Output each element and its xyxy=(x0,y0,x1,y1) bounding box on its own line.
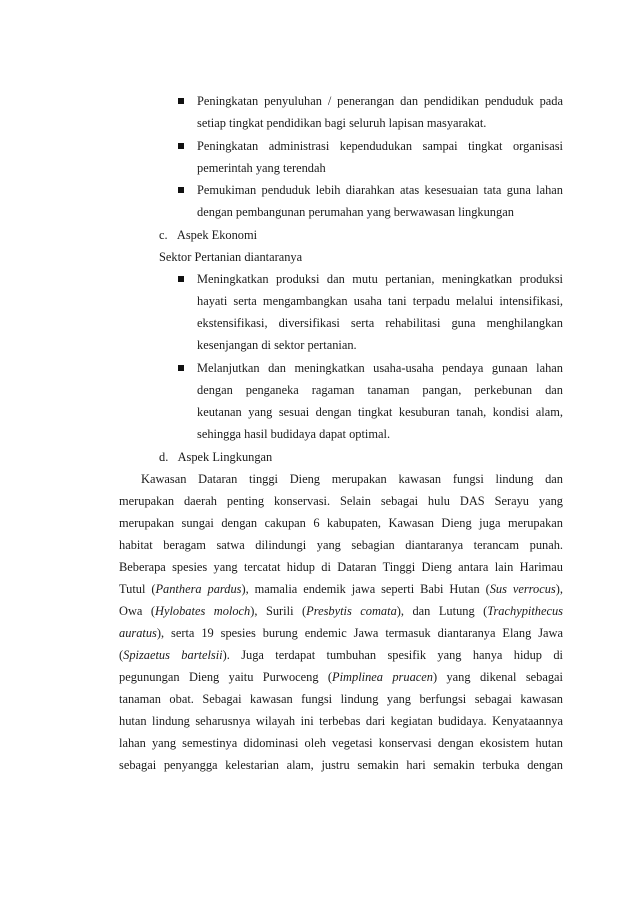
agri-bullet-1-line-3: ekstensifikasi, diversifikasi serta rehabilitasi guna menghilangkan xyxy=(197,316,563,330)
paragraph-line-6: Tutul (Panthera pardus), mamalia endemik jawa seperti Babi Hutan (Sus verrocus), xyxy=(119,582,563,596)
agri-bullet-1-line-1: Meningkatkan produksi dan mutu pertanian, meningkatkan produksi xyxy=(197,272,563,286)
paragraph-line-4: habitat beragam satwa dilindungi yang sebagian diantaranya terancam punah. xyxy=(119,538,563,552)
bullet-marker xyxy=(178,143,184,149)
bullet-marker xyxy=(178,276,184,282)
paragraph-line-2: merupakan daerah penting konservasi. Selain sebagai hulu DAS Serayu yang xyxy=(119,494,563,508)
agri-bullet-2-line-4: sehingga hasil budidaya dapat optimal. xyxy=(197,427,391,441)
paragraph-line-1: Kawasan Dataran tinggi Dieng merupakan kawasan fungsi lindung dan xyxy=(141,472,563,486)
paragraph-line-5: Beberapa spesies yang tercatat hidup di Dataran Tinggi Dieng antara lain Harimau xyxy=(119,560,563,574)
bullet-2-line-2: pemerintah yang terendah xyxy=(197,161,326,175)
paragraph-line-3: merupakan sungai dengan cakupan 6 kabupaten, Kawasan Dieng juga merupakan xyxy=(119,516,563,530)
paragraph-line-9: (Spizaetus bartelsii). Juga terdapat tumbuhan spesifik yang hanya hidup di xyxy=(119,648,563,662)
agri-bullet-1-line-4: kesenjangan di sektor pertanian. xyxy=(197,338,357,352)
paragraph-line-13: lahan yang semestinya didominasi oleh vegetasi konservasi dengan ekosistem hutan xyxy=(119,736,563,750)
paragraph-line-14: sebagai penyangga kelestarian alam, justru semakin hari semakin terbuka dengan xyxy=(119,758,563,772)
paragraph-line-10: pegunungan Dieng yaitu Purwoceng (Pimplinea pruacen) yang dikenal sebagai xyxy=(119,670,563,684)
bullet-1-line-1: Peningkatan penyuluhan / penerangan dan pendidikan penduduk pada xyxy=(197,94,563,108)
paragraph-line-8: auratus), serta 19 spesies burung endemic Jawa termasuk diantaranya Elang Jawa xyxy=(119,626,563,640)
agri-bullet-2-line-2: dengan penganeka ragaman tanaman pangan, perkebunan dan xyxy=(197,383,563,397)
bullet-marker xyxy=(178,98,184,104)
paragraph-line-12: hutan lindung seharusnya wilayah ini terbebas dari kegiatan budidaya. Kenyataannya xyxy=(119,714,563,728)
paragraph-line-11: tanaman obat. Sebagai kawasan fungsi lindung yang berfungsi sebagai kawasan xyxy=(119,692,563,706)
paragraph-line-7: Owa (Hylobates moloch), Surili (Presbytis comata), dan Lutung (Trachypithecus xyxy=(119,604,563,618)
sector-title: Sektor Pertanian diantaranya xyxy=(159,250,303,264)
bullet-3-line-2: dengan pembangunan perumahan yang berwawasan lingkungan xyxy=(197,205,514,219)
bullet-marker xyxy=(178,187,184,193)
agri-bullet-1-line-2: hayati serta mengambangkan usaha tani terpadu melalui intensifikasi, xyxy=(197,294,563,308)
heading-aspek-ekonomi: c. Aspek Ekonomi xyxy=(159,228,258,242)
bullet-marker xyxy=(178,365,184,371)
heading-aspek-lingkungan: d. Aspek Lingkungan xyxy=(159,450,273,464)
bullet-3-line-1: Pemukiman penduduk lebih diarahkan atas kesesuaian tata guna lahan xyxy=(197,183,563,197)
bullet-1-line-2: setiap tingkat pendidikan bagi seluruh lapisan masyarakat. xyxy=(197,116,487,130)
bullet-2-line-1: Peningkatan administrasi kependudukan sampai tingkat organisasi xyxy=(197,139,563,153)
agri-bullet-2-line-1: Melanjutkan dan meningkatkan usaha-usaha pendaya gunaan lahan xyxy=(197,361,563,375)
agri-bullet-2-line-3: keutanan yang sesuai dengan tingkat kesuburan tanah, kondisi alam, xyxy=(197,405,563,419)
